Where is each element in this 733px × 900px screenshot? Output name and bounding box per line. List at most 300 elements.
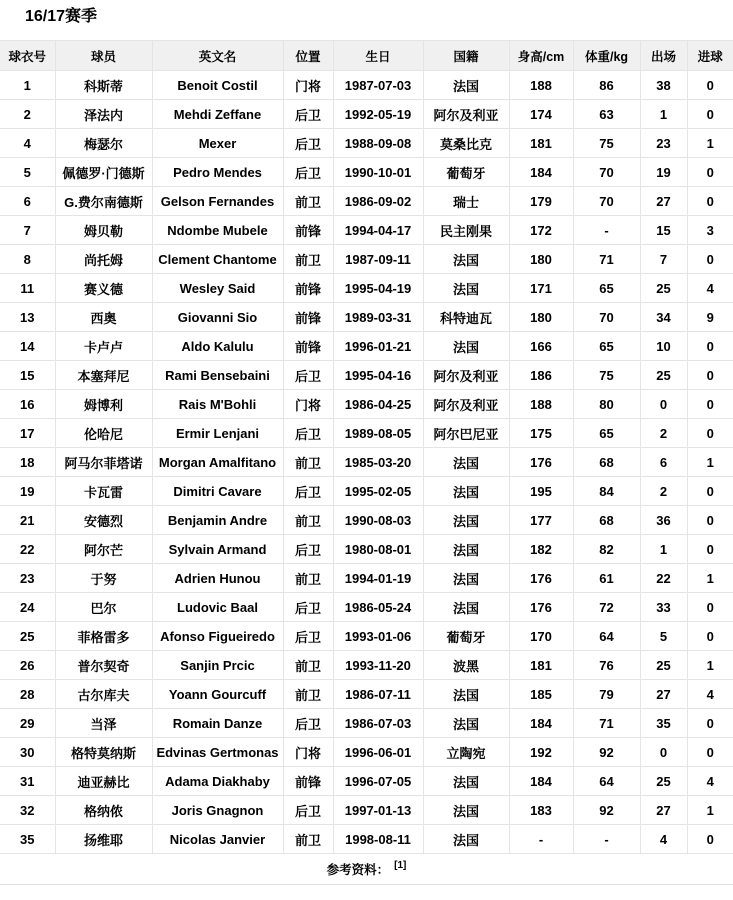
cell: - xyxy=(573,825,640,854)
cell: 阿尔芒 xyxy=(55,535,152,564)
cell: 75 xyxy=(573,361,640,390)
header-row xyxy=(0,41,733,71)
table-row xyxy=(0,419,733,448)
cell: 177 xyxy=(509,506,573,535)
cell: 2 xyxy=(640,477,687,506)
cell: 1996-01-21 xyxy=(333,332,423,361)
table-row xyxy=(0,216,733,245)
cell: 后卫 xyxy=(283,535,333,564)
cell: 68 xyxy=(573,448,640,477)
cell: 本塞拜尼 xyxy=(55,361,152,390)
table-row xyxy=(0,274,733,303)
cell: 92 xyxy=(573,796,640,825)
cell: G.费尔南德斯 xyxy=(55,187,152,216)
cell: Benjamin Andre xyxy=(152,506,283,535)
cell: 71 xyxy=(573,709,640,738)
cell: 1996-06-01 xyxy=(333,738,423,767)
cell: 法国 xyxy=(423,71,509,100)
cell: Wesley Said xyxy=(152,274,283,303)
cell: 0 xyxy=(687,506,733,535)
table-row xyxy=(0,245,733,274)
cell: 法国 xyxy=(423,332,509,361)
cell: 阿尔及利亚 xyxy=(423,100,509,129)
cell: 13 xyxy=(0,303,55,332)
cell: 172 xyxy=(509,216,573,245)
cell: 法国 xyxy=(423,709,509,738)
cell: 0 xyxy=(687,332,733,361)
cell: 巴尔 xyxy=(55,593,152,622)
cell: 1994-01-19 xyxy=(333,564,423,593)
cell: 前卫 xyxy=(283,651,333,680)
table-row xyxy=(0,187,733,216)
cell: 65 xyxy=(573,274,640,303)
cell: 195 xyxy=(509,477,573,506)
column-header-3: 位置 xyxy=(283,41,333,71)
cell: 5 xyxy=(640,622,687,651)
cell: 64 xyxy=(573,767,640,796)
table-row xyxy=(0,71,733,100)
cell: 184 xyxy=(509,767,573,796)
cell: 25 xyxy=(0,622,55,651)
cell: 38 xyxy=(640,71,687,100)
table-row xyxy=(0,709,733,738)
cell: 28 xyxy=(0,680,55,709)
cell: Nicolas Janvier xyxy=(152,825,283,854)
cell: 后卫 xyxy=(283,419,333,448)
cell: 0 xyxy=(640,390,687,419)
column-header-5: 国籍 xyxy=(423,41,509,71)
cell: 27 xyxy=(640,680,687,709)
cell: 莫桑比克 xyxy=(423,129,509,158)
cell: 35 xyxy=(640,709,687,738)
cell: 76 xyxy=(573,651,640,680)
cell: Benoit Costil xyxy=(152,71,283,100)
cell: 186 xyxy=(509,361,573,390)
cell: 姆博利 xyxy=(55,390,152,419)
cell: 1 xyxy=(687,448,733,477)
cell: 180 xyxy=(509,303,573,332)
cell: 格纳侬 xyxy=(55,796,152,825)
cell: 1993-11-20 xyxy=(333,651,423,680)
cell: 门将 xyxy=(283,71,333,100)
cell: 法国 xyxy=(423,796,509,825)
cell: 佩德罗·门德斯 xyxy=(55,158,152,187)
cell: 前锋 xyxy=(283,332,333,361)
cell: 188 xyxy=(509,71,573,100)
cell: Sanjin Prcic xyxy=(152,651,283,680)
table-row xyxy=(0,564,733,593)
cell: Giovanni Sio xyxy=(152,303,283,332)
cell: 法国 xyxy=(423,767,509,796)
cell: 1986-07-11 xyxy=(333,680,423,709)
cell: 后卫 xyxy=(283,129,333,158)
cell: 法国 xyxy=(423,680,509,709)
cell: 9 xyxy=(687,303,733,332)
cell: 4 xyxy=(687,767,733,796)
cell: 后卫 xyxy=(283,100,333,129)
cell: 0 xyxy=(687,622,733,651)
cell: 22 xyxy=(640,564,687,593)
cell: 后卫 xyxy=(283,158,333,187)
cell: 65 xyxy=(573,419,640,448)
cell: 后卫 xyxy=(283,709,333,738)
cell: Ndombe Mubele xyxy=(152,216,283,245)
cell: 1990-08-03 xyxy=(333,506,423,535)
cell: 泽法内 xyxy=(55,100,152,129)
cell: 24 xyxy=(0,593,55,622)
cell: 184 xyxy=(509,158,573,187)
cell: 86 xyxy=(573,71,640,100)
cell: 门将 xyxy=(283,738,333,767)
cell: 31 xyxy=(0,767,55,796)
cell: Mehdi Zeffane xyxy=(152,100,283,129)
cell: 75 xyxy=(573,129,640,158)
cell: Clement Chantome xyxy=(152,245,283,274)
cell: 前锋 xyxy=(283,303,333,332)
cell: 伦哈尼 xyxy=(55,419,152,448)
cell: 181 xyxy=(509,651,573,680)
cell: 前卫 xyxy=(283,564,333,593)
cell: 11 xyxy=(0,274,55,303)
cell: 1986-07-03 xyxy=(333,709,423,738)
column-header-4: 生日 xyxy=(333,41,423,71)
cell: 科特迪瓦 xyxy=(423,303,509,332)
page-title: 16/17赛季 xyxy=(25,8,98,25)
cell: 2 xyxy=(640,419,687,448)
cell: 梅瑟尔 xyxy=(55,129,152,158)
cell: 古尔库夫 xyxy=(55,680,152,709)
column-header-7: 体重/kg xyxy=(573,41,640,71)
cell: 4 xyxy=(0,129,55,158)
cell: 185 xyxy=(509,680,573,709)
cell: Ermir Lenjani xyxy=(152,419,283,448)
table-row xyxy=(0,651,733,680)
cell: Gelson Fernandes xyxy=(152,187,283,216)
cell: 法国 xyxy=(423,506,509,535)
cell: 立陶宛 xyxy=(423,738,509,767)
reference-row xyxy=(0,854,733,885)
cell: 64 xyxy=(573,622,640,651)
cell: 0 xyxy=(640,738,687,767)
cell: 1 xyxy=(687,651,733,680)
cell: 扬维耶 xyxy=(55,825,152,854)
cell: 0 xyxy=(687,593,733,622)
cell: 法国 xyxy=(423,477,509,506)
cell: 174 xyxy=(509,100,573,129)
cell: 30 xyxy=(0,738,55,767)
cell: 法国 xyxy=(423,825,509,854)
cell: 5 xyxy=(0,158,55,187)
cell: 170 xyxy=(509,622,573,651)
table-row xyxy=(0,535,733,564)
cell: 法国 xyxy=(423,274,509,303)
cell: Rami Bensebaini xyxy=(152,361,283,390)
table-row xyxy=(0,593,733,622)
cell: 法国 xyxy=(423,535,509,564)
cell: 176 xyxy=(509,448,573,477)
cell: 4 xyxy=(687,680,733,709)
cell: 27 xyxy=(640,796,687,825)
cell: 84 xyxy=(573,477,640,506)
cell: 卡卢卢 xyxy=(55,332,152,361)
cell: 后卫 xyxy=(283,477,333,506)
cell: 法国 xyxy=(423,593,509,622)
cell: 0 xyxy=(687,158,733,187)
cell: 183 xyxy=(509,796,573,825)
cell: 15 xyxy=(0,361,55,390)
cell: 10 xyxy=(640,332,687,361)
cell: 29 xyxy=(0,709,55,738)
cell: 32 xyxy=(0,796,55,825)
cell: 科斯蒂 xyxy=(55,71,152,100)
table-row xyxy=(0,506,733,535)
cell: 23 xyxy=(640,129,687,158)
cell: 前锋 xyxy=(283,216,333,245)
cell: 法国 xyxy=(423,564,509,593)
table-row xyxy=(0,129,733,158)
cell: 葡萄牙 xyxy=(423,158,509,187)
cell: 2 xyxy=(0,100,55,129)
cell: 182 xyxy=(509,535,573,564)
cell: 前卫 xyxy=(283,245,333,274)
cell: 姆贝勒 xyxy=(55,216,152,245)
cell: 176 xyxy=(509,593,573,622)
roster-table xyxy=(0,40,733,854)
cell: Pedro Mendes xyxy=(152,158,283,187)
cell: 阿尔巴尼亚 xyxy=(423,419,509,448)
cell: 61 xyxy=(573,564,640,593)
cell: Edvinas Gertmonas xyxy=(152,738,283,767)
table-row xyxy=(0,332,733,361)
cell: 1986-04-25 xyxy=(333,390,423,419)
cell: 阿尔及利亚 xyxy=(423,390,509,419)
cell: 安德烈 xyxy=(55,506,152,535)
cell: 7 xyxy=(640,245,687,274)
table-row xyxy=(0,738,733,767)
cell: 176 xyxy=(509,564,573,593)
cell: 0 xyxy=(687,390,733,419)
cell: 71 xyxy=(573,245,640,274)
cell: 0 xyxy=(687,535,733,564)
cell: 70 xyxy=(573,303,640,332)
table-row xyxy=(0,158,733,187)
cell: 22 xyxy=(0,535,55,564)
cell: 14 xyxy=(0,332,55,361)
cell: 1997-01-13 xyxy=(333,796,423,825)
cell: 1986-05-24 xyxy=(333,593,423,622)
cell: 25 xyxy=(640,274,687,303)
cell: 普尔契奇 xyxy=(55,651,152,680)
cell: 1 xyxy=(0,71,55,100)
cell: 15 xyxy=(640,216,687,245)
cell: 当泽 xyxy=(55,709,152,738)
cell: 6 xyxy=(0,187,55,216)
cell: 西奥 xyxy=(55,303,152,332)
cell: 70 xyxy=(573,187,640,216)
cell: 33 xyxy=(640,593,687,622)
cell: 前卫 xyxy=(283,448,333,477)
cell: 葡萄牙 xyxy=(423,622,509,651)
cell: 4 xyxy=(640,825,687,854)
cell: Afonso Figueiredo xyxy=(152,622,283,651)
cell: 0 xyxy=(687,187,733,216)
cell: 1 xyxy=(687,564,733,593)
cell: 0 xyxy=(687,738,733,767)
cell: 法国 xyxy=(423,245,509,274)
cell: 1995-02-05 xyxy=(333,477,423,506)
cell: 后卫 xyxy=(283,361,333,390)
cell: 瑞士 xyxy=(423,187,509,216)
cell: Adrien Hunou xyxy=(152,564,283,593)
cell: 180 xyxy=(509,245,573,274)
cell: 192 xyxy=(509,738,573,767)
cell: Dimitri Cavare xyxy=(152,477,283,506)
cell: 16 xyxy=(0,390,55,419)
cell: 171 xyxy=(509,274,573,303)
column-header-0: 球衣号 xyxy=(0,41,55,71)
cell: 82 xyxy=(573,535,640,564)
cell: 26 xyxy=(0,651,55,680)
cell: 0 xyxy=(687,477,733,506)
cell: 尚托姆 xyxy=(55,245,152,274)
cell: 19 xyxy=(640,158,687,187)
cell: Aldo Kalulu xyxy=(152,332,283,361)
cell: 波黑 xyxy=(423,651,509,680)
cell: 1 xyxy=(640,100,687,129)
column-header-9: 进球 xyxy=(687,41,733,71)
cell: Yoann Gourcuff xyxy=(152,680,283,709)
cell: 后卫 xyxy=(283,622,333,651)
cell: 1 xyxy=(687,796,733,825)
table-row xyxy=(0,767,733,796)
cell: 7 xyxy=(0,216,55,245)
cell: Joris Gnagnon xyxy=(152,796,283,825)
cell: 63 xyxy=(573,100,640,129)
cell: 179 xyxy=(509,187,573,216)
table-row xyxy=(0,361,733,390)
cell: 166 xyxy=(509,332,573,361)
cell: 23 xyxy=(0,564,55,593)
column-header-6: 身高/cm xyxy=(509,41,573,71)
cell: 34 xyxy=(640,303,687,332)
cell: 1989-03-31 xyxy=(333,303,423,332)
cell: 1988-09-08 xyxy=(333,129,423,158)
cell: 80 xyxy=(573,390,640,419)
cell: 1985-03-20 xyxy=(333,448,423,477)
cell: 阿马尔菲塔诺 xyxy=(55,448,152,477)
cell: 1993-01-06 xyxy=(333,622,423,651)
cell: 门将 xyxy=(283,390,333,419)
table-row xyxy=(0,390,733,419)
cell: 92 xyxy=(573,738,640,767)
cell: 法国 xyxy=(423,448,509,477)
cell: 后卫 xyxy=(283,593,333,622)
cell: 18 xyxy=(0,448,55,477)
cell: 1992-05-19 xyxy=(333,100,423,129)
cell: 1980-08-01 xyxy=(333,535,423,564)
cell: 3 xyxy=(687,216,733,245)
reference-link[interactable]: [1] xyxy=(394,860,407,871)
cell: 1 xyxy=(687,129,733,158)
cell: 8 xyxy=(0,245,55,274)
cell: 前卫 xyxy=(283,187,333,216)
cell: 1986-09-02 xyxy=(333,187,423,216)
cell: 35 xyxy=(0,825,55,854)
cell: 菲格雷多 xyxy=(55,622,152,651)
cell: 1 xyxy=(640,535,687,564)
cell: Morgan Amalfitano xyxy=(152,448,283,477)
cell: 188 xyxy=(509,390,573,419)
table-body xyxy=(0,71,733,854)
cell: 1989-08-05 xyxy=(333,419,423,448)
cell: 25 xyxy=(640,767,687,796)
cell: 迪亚赫比 xyxy=(55,767,152,796)
cell: Rais M'Bohli xyxy=(152,390,283,419)
cell: 前卫 xyxy=(283,825,333,854)
cell: 0 xyxy=(687,825,733,854)
cell: Romain Danze xyxy=(152,709,283,738)
cell: 6 xyxy=(640,448,687,477)
cell: 1994-04-17 xyxy=(333,216,423,245)
cell: Ludovic Baal xyxy=(152,593,283,622)
cell: 25 xyxy=(640,651,687,680)
cell: 0 xyxy=(687,245,733,274)
cell: 0 xyxy=(687,71,733,100)
table-row xyxy=(0,622,733,651)
table-row xyxy=(0,477,733,506)
table-row xyxy=(0,303,733,332)
cell: 175 xyxy=(509,419,573,448)
cell: 后卫 xyxy=(283,796,333,825)
cell: 79 xyxy=(573,680,640,709)
cell: 1990-10-01 xyxy=(333,158,423,187)
cell: 0 xyxy=(687,709,733,738)
cell: 68 xyxy=(573,506,640,535)
cell: 0 xyxy=(687,100,733,129)
cell: 前锋 xyxy=(283,274,333,303)
cell: 1995-04-16 xyxy=(333,361,423,390)
cell: 4 xyxy=(687,274,733,303)
cell: 于努 xyxy=(55,564,152,593)
cell: 0 xyxy=(687,361,733,390)
cell: 1987-09-11 xyxy=(333,245,423,274)
cell: 65 xyxy=(573,332,640,361)
cell: 卡瓦雷 xyxy=(55,477,152,506)
cell: 184 xyxy=(509,709,573,738)
table-row xyxy=(0,100,733,129)
cell: 70 xyxy=(573,158,640,187)
cell: 1995-04-19 xyxy=(333,274,423,303)
cell: 前卫 xyxy=(283,680,333,709)
cell: 赛义德 xyxy=(55,274,152,303)
cell: 1996-07-05 xyxy=(333,767,423,796)
table-header xyxy=(0,41,733,71)
cell: 21 xyxy=(0,506,55,535)
cell: 1998-08-11 xyxy=(333,825,423,854)
cell: Mexer xyxy=(152,129,283,158)
cell: 19 xyxy=(0,477,55,506)
cell: 民主刚果 xyxy=(423,216,509,245)
reference-label: 参考资料： xyxy=(326,863,390,877)
cell: - xyxy=(573,216,640,245)
table-row xyxy=(0,680,733,709)
column-header-8: 出场 xyxy=(640,41,687,71)
cell: 0 xyxy=(687,419,733,448)
cell: Sylvain Armand xyxy=(152,535,283,564)
table-row xyxy=(0,448,733,477)
cell: 25 xyxy=(640,361,687,390)
cell: 72 xyxy=(573,593,640,622)
